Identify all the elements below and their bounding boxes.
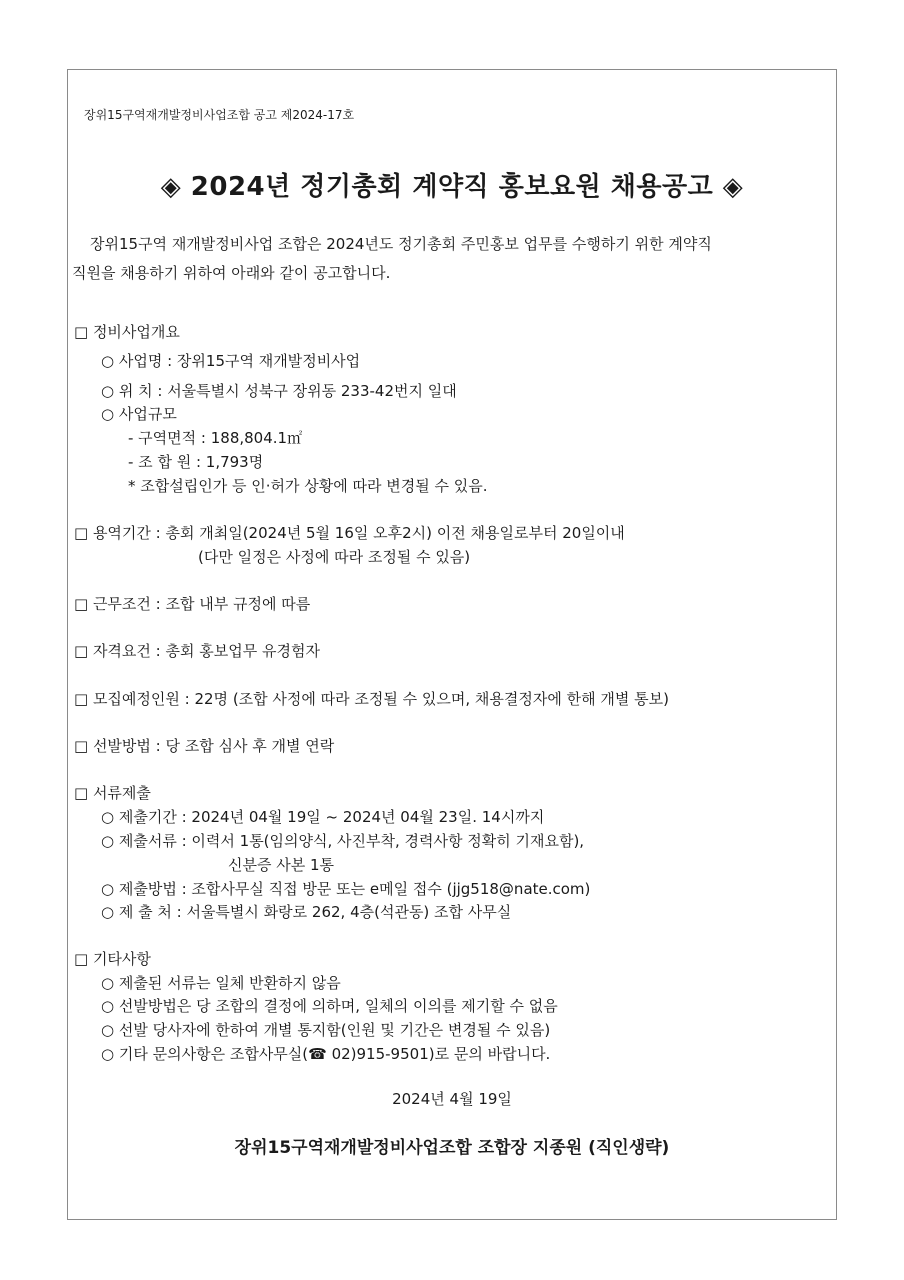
intro-paragraph	[72, 230, 838, 288]
notice-number: 장위15구역재개발정비사업조합 공고 제2024-17호	[84, 108, 355, 122]
documents-heading: □ 서류제출	[74, 784, 151, 802]
headcount: □ 모집예정인원 : 22명 (조합 사정에 따라 조정될 수 있으며, 채용결정자에 한해 개별 통보)	[74, 690, 669, 708]
etc-heading: □ 기타사항	[74, 950, 151, 968]
overview-heading: □ 정비사업개요	[74, 323, 180, 341]
etc-item-1: ○ 제출된 서류는 일체 반환하지 않음	[101, 974, 341, 992]
documents-papers-line-2: 신분증 사본 1통	[228, 856, 335, 874]
selection-method: □ 선발방법 : 당 조합 심사 후 개별 연락	[74, 737, 335, 755]
signature: 장위15구역재개발정비사업조합 조합장 지종원 (직인생략)	[234, 1138, 670, 1158]
overview-scale-heading: ○ 사업규모	[101, 405, 177, 423]
documents-period: ○ 제출기간 : 2024년 04월 19일 ~ 2024년 04월 23일. 14시까지	[101, 808, 545, 826]
overview-project-name: ○ 사업명 : 장위15구역 재개발정비사업	[101, 352, 361, 370]
page-title: ◈ 2024년 정기총회 계약직 홍보요원 채용공고 ◈	[160, 172, 744, 202]
intro-line-2: 직원을 채용하기 위하여 아래와 같이 공고합니다.	[72, 264, 391, 282]
etc-item-3: ○ 선발 당사자에 한하여 개별 통지함(인원 및 기간은 변경될 수 있음)	[101, 1021, 551, 1039]
overview-area: - 구역면적 : 188,804.1㎡	[128, 429, 303, 447]
documents-place: ○ 제 출 처 : 서울특별시 화랑로 262, 4층(석관동) 조합 사무실	[101, 903, 512, 921]
overview-note: * 조합설립인가 등 인·허가 상황에 따라 변경될 수 있음.	[128, 477, 488, 495]
documents-method: ○ 제출방법 : 조합사무실 직접 방문 또는 e메일 접수 (jjg518@nate.com)	[101, 880, 591, 898]
documents-papers-line-1: ○ 제출서류 : 이력서 1통(임의양식, 사진부착, 경력사항 정확히 기재요함),	[101, 832, 585, 850]
qualifications: □ 자격요건 : 총회 홍보업무 유경험자	[74, 642, 320, 660]
work-conditions: □ 근무조건 : 조합 내부 규정에 따름	[74, 595, 311, 613]
etc-item-2: ○ 선발방법은 당 조합의 결정에 의하며, 일체의 이의를 제기할 수 없음	[101, 997, 558, 1015]
etc-item-4: ○ 기타 문의사항은 조합사무실(☎ 02)915-9501)로 문의 바랍니다.	[101, 1045, 551, 1063]
overview-members: - 조 합 원 : 1,793명	[128, 453, 264, 471]
notice-date: 2024년 4월 19일	[392, 1090, 512, 1108]
overview-location: ○ 위 치 : 서울특별시 성북구 장위동 233-42번지 일대	[101, 382, 457, 400]
intro-line-1: 장위15구역 재개발정비사업 조합은 2024년도 정기총회 주민홍보 업무를 수행하기 위한 계약직	[90, 235, 712, 253]
period-line-1: □ 용역기간 : 총회 개최일(2024년 5월 16일 오후2시) 이전 채용일로부터 20일이내	[74, 524, 625, 542]
period-line-2: (다만 일정은 사정에 따라 조정될 수 있음)	[198, 548, 471, 566]
